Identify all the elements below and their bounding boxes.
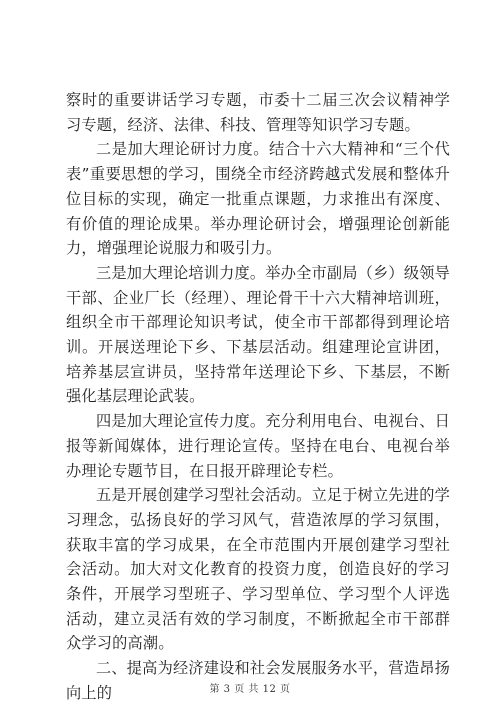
paragraph-continuation: 察时的重要讲话学习专题，市委十二届三次会议精神学习专题，经济、法律、科技、管理等知识学习专题。 <box>66 91 450 134</box>
paragraph-theory-research: 二是加大理论研讨力度。结合十六大精神和“三个代表”重要思想的学习，围绕全市经济跨越式发展和整体升位目标的实现，确定一批重点课题，力求推出有深度、有价值的理论成果。举办理论研讨会，增强理论创新能力，增强理论说服力和吸引力。 <box>66 140 450 258</box>
page-number-footer: 第 3 页 共 12 页 <box>209 684 291 695</box>
document-body <box>66 88 450 706</box>
paragraph-theory-publicity: 四是加大理论宣传力度。充分利用电台、电视台、日报等新闻媒体，进行理论宣传。坚持在电台、电视台举办理论专题节目，在日报开辟理论专栏。 <box>66 412 450 480</box>
paragraph-learning-society: 五是开展创建学习型社会活动。立足于树立先进的学习理念，弘扬良好的学习风气，营造浓厚的学习氛围，获取丰富的学习成果，在全市范围内开展创建学习型社会活动。加大对文化教育的投资力度，创造良好的学习条件，开展学习型班子、学习型单位、学习型个人评选活动，建立灵活有效的学习制度，不断掀起全市干部群众学习的高潮。 <box>66 486 450 653</box>
paragraph-section-heading: 二、提高为经济建设和社会发展服务水平，营造昂扬向上的 <box>66 659 450 702</box>
paragraph-theory-training: 三是加大理论培训力度。举办全市副局（乡）级领导干部、企业厂长（经理）、理论骨干十六大精神培训班，组织全市干部理论知识考试，使全市干部都得到理论培训。开展送理论下乡、下基层活动。组建理论宣讲团，培养基层宣讲员，坚持常年送理论下乡、下基层，不断强化基层理论武装。 <box>66 263 450 406</box>
